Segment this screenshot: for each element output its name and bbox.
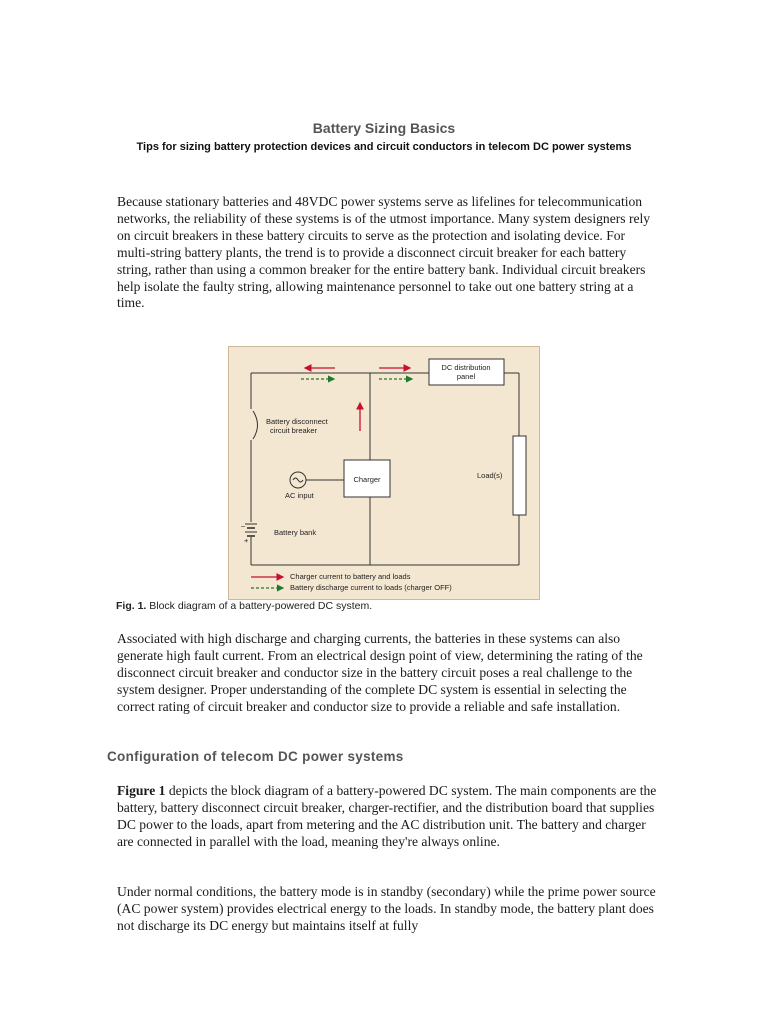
circuit-breaker-symbol — [253, 411, 258, 439]
ac-input-label: AC input — [285, 491, 314, 500]
breaker-label-line2: circuit breaker — [270, 426, 318, 435]
section-heading: Configuration of telecom DC power systems — [107, 749, 404, 764]
figure-1 — [228, 346, 540, 600]
figure-caption — [116, 600, 556, 612]
load-box — [513, 436, 526, 515]
battery-plus-label: + — [244, 536, 249, 545]
figure-reference: Figure 1 — [117, 783, 166, 798]
charger-label: Charger — [353, 475, 381, 484]
body-paragraph-3 — [117, 783, 657, 851]
loads-label: Load(s) — [477, 471, 503, 480]
figure-caption-label: Fig. 1. — [116, 600, 147, 612]
figure-caption-text: Block diagram of a battery-powered DC system. — [146, 600, 373, 612]
page-subtitle: Tips for sizing battery protection devices and circuit conductors in telecom DC power systems — [136, 141, 632, 153]
page-title: Battery Sizing Basics — [312, 120, 456, 136]
body-paragraph-4: Under normal conditions, the battery mode is in standby (secondary) while the prime power source (AC power system) provides electrical energy to the loads. In standby mode, the battery plant does not discharge its DC energy but maintains itself at fully — [117, 884, 656, 933]
battery-bank-label: Battery bank — [274, 528, 317, 537]
body-paragraph-2: Associated with high discharge and charging currents, the batteries in these systems can also generate high fault current. From an electrical design point of view, determining the rating of the disconnect circuit breaker and conductor size in the battery circuit poses a real challenge to the system designer. Proper understanding of the complete DC system is essential in selecting the correct rating of circuit breaker and conductor size to provide a reliable and safe installation. — [117, 631, 643, 714]
legend-discharge-current: Battery discharge current to loads (charger OFF) — [290, 583, 452, 592]
body-paragraph-1: Because stationary batteries and 48VDC power systems serve as lifelines for telecommunication networks, the reliability of these systems is of the utmost importance. Many system designers rely on circuit breakers in these battery circuits to serve as the protection and isolating device. For multi-string battery plants, the trend is to provide a disconnect circuit breaker for each battery string, rather than using a common breaker for the entire battery bank. Individual circuit breakers help isolate the faulty string, allowing maintenance personnel to take out one battery string at a time. — [117, 194, 651, 311]
battery-symbol — [245, 524, 257, 536]
dc-panel-label-line1: DC distribution — [441, 363, 491, 372]
dc-panel-label-line2: panel — [456, 372, 476, 381]
ac-source-icon — [290, 472, 306, 488]
breaker-label-line1: Battery disconnect — [266, 417, 328, 426]
legend-charger-current: Charger current to battery and loads — [290, 572, 411, 581]
body-paragraph-3-text: depicts the block diagram of a battery-powered DC system. The main components are the battery, battery disconnect circuit breaker, charger-rectifier, and the distribution board that supplies DC power to the loads, apart from metering and the AC distribution unit. The battery and charger are connected in parallel with the load, meaning they're always online. — [117, 783, 657, 849]
block-diagram — [229, 347, 539, 599]
battery-minus-label: – — [241, 521, 246, 530]
diagram-legend — [251, 572, 452, 592]
